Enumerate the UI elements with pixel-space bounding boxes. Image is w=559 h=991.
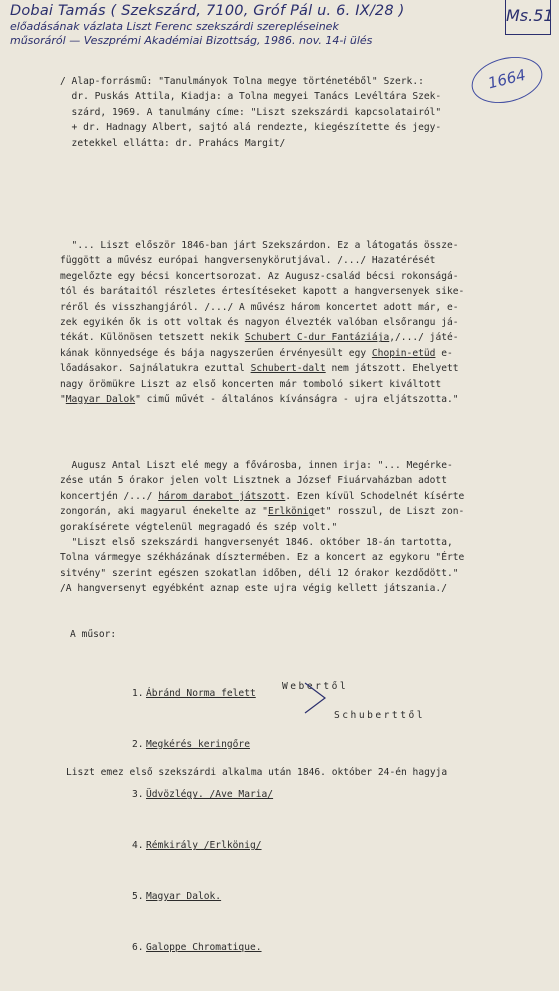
- program-item: [132, 838, 273, 858]
- underlined-work-schubert-fantasia: Schubert C-dur Fantáziája: [244, 332, 390, 344]
- text-line: nagy örömükre Liszt az első koncerten már tomboló sikert kiváltott: [60, 378, 442, 390]
- text-line: tól és barátaitól részletes értesítéseket kapott a hangversenyek sike-: [60, 286, 465, 298]
- item-title: Ábránd Norma felett: [146, 687, 256, 699]
- handwritten-line-2: előadásának vázlata Liszt Ferenc szekszárdi szerepléseinek: [10, 20, 339, 33]
- item-number: 6.: [132, 941, 144, 953]
- program-item: [132, 787, 273, 807]
- text-fragment: e-: [435, 347, 453, 359]
- archive-mark: Ms.51: [505, 0, 551, 35]
- brace-mark: [303, 681, 327, 715]
- program-item: [132, 737, 273, 757]
- text-fragment: nem játszott. Ehelyett: [325, 363, 459, 375]
- text-line: sitvény" szerint egészen szokatlan időben, déli 12 órakor kezdődött.": [60, 567, 459, 579]
- program-title: A műsor:: [70, 629, 117, 640]
- underlined-erlkonig: Erlkönig: [267, 506, 315, 518]
- source-line: szárd, 1969. A tanulmány címe: "Liszt szekszárdi kapcsolatairól": [60, 106, 442, 118]
- underlined-work-chopin-etude: Chopin-etüd: [371, 347, 436, 359]
- text-line: /A hangversenyt egyébként aznap este ujra végig kellett játszania./: [60, 583, 447, 595]
- composer-weber: Webertől: [282, 681, 349, 692]
- text-line: [60, 489, 464, 504]
- underlined-work-schubert-song: Schubert-dalt: [250, 363, 326, 375]
- item-title: Megkérés keringőre: [146, 738, 250, 750]
- text-line: "Liszt első szekszárdi hangversenyét 1846. október 18-án tartotta,: [60, 537, 453, 549]
- text-fragment: . Ezen kívül Schodelnét kísérte: [285, 490, 465, 502]
- text-line: zek egyikén ők is ott voltak és nagyon élvezték valóban elsőrangu já-: [60, 317, 459, 329]
- item-title: Rémkirály /Erlkönig/: [146, 840, 262, 852]
- text-line: [60, 330, 464, 345]
- text-line: [60, 504, 464, 519]
- text-line: zése után 5 órakor jelen volt Lisztnek a József Fiuárvaházban adott: [60, 475, 447, 487]
- composer-schubert: Schuberttől: [334, 710, 426, 721]
- text-line: [60, 392, 464, 407]
- item-title: Magyar Dalok.: [146, 891, 222, 903]
- paragraph-1: [60, 238, 464, 407]
- text-line: megelőzte egy bécsi koncertsorozat. Az Augusz-család bécsi rokonságá-: [60, 270, 459, 282]
- handwritten-line-3: műsoráról — Veszprémi Akadémiai Bizottság, 1986. nov. 14-i ülés: [10, 34, 373, 47]
- text-line: [60, 346, 464, 361]
- text-fragment: et" rosszul, de Liszt zon-: [314, 506, 465, 518]
- stamp-number: 1664: [467, 50, 548, 110]
- program-item: [132, 889, 273, 909]
- closing-line: Liszt emez első szekszárdi alkalma után 1846. október 24-én hagyja: [66, 767, 448, 778]
- source-citation: [60, 74, 441, 151]
- text-fragment: zongorán, aki magyarul énekelte az ": [60, 506, 268, 518]
- text-line: "... Liszt először 1846-ban járt Szekszárdon. Ez a látogatás össze-: [60, 240, 459, 251]
- text-fragment: lőadásakor. Sajnálatukra ezuttal: [60, 363, 251, 375]
- item-number: 1.: [132, 687, 144, 699]
- handwritten-header: [10, 2, 530, 48]
- text-fragment: " cimű művét - általános kívánságra - ujra eljátszotta.": [135, 394, 459, 406]
- underlined-work-magyar-dalok: Magyar Dalok: [65, 394, 136, 406]
- underlined-three-pieces: három darabot játszott: [158, 490, 286, 502]
- text-line: Augusz Antal Liszt elé megy a fővárosba, innen irja: "... Megérke-: [60, 460, 453, 471]
- source-line: + dr. Hadnagy Albert, sajtó alá rendezte, kiegészítette és jegy-: [60, 122, 442, 134]
- text-line: réről és visszhangjáról. /.../ A művész három koncertet adott már, e-: [60, 301, 459, 313]
- item-number: 4.: [132, 840, 144, 852]
- text-fragment: koncertjén /.../: [60, 490, 159, 502]
- paragraph-2: [60, 458, 464, 597]
- item-number: 5.: [132, 891, 144, 903]
- handwritten-line-1: Dobai Tamás ( Szekszárd, 7100, Gróf Pál u. 6. IX/28 ): [10, 3, 405, 19]
- program-list: [132, 655, 273, 991]
- program-item: [132, 940, 273, 960]
- program-item: [132, 686, 273, 706]
- text-line: gorakísérete végtelenül megragadó és szép volt.": [60, 521, 338, 533]
- item-title: Galoppe Chromatique.: [146, 941, 262, 953]
- item-number: 3.: [132, 789, 144, 801]
- text-fragment: kának könnyedsége és bája nagyszerűen érvényesült egy: [60, 347, 372, 359]
- text-line: függött a művész európai hangversenykörutjával. /.../ Hazatérését: [60, 255, 436, 267]
- source-line: dr. Puskás Attila, Kiadja: a Tolna megyei Tanács Levéltára Szek-: [60, 91, 442, 103]
- source-line: zetekkel ellátta: dr. Prahács Margit/: [60, 137, 286, 149]
- item-title: Üdvözlégy. /Ave Maria/: [146, 789, 274, 801]
- text-fragment: ,/.../ játé-: [389, 332, 459, 344]
- text-line: Tolna vármegye székházának dísztermében. Ez a koncert az egykoru "Érte: [60, 552, 465, 564]
- text-line: [60, 361, 464, 376]
- item-number: 2.: [132, 738, 144, 750]
- text-fragment: tékát. Különösen tetszett nekik: [60, 332, 245, 344]
- source-line: / Alap-forrásmű: "Tanulmányok Tolna megye történetéből" Szerk.:: [60, 76, 424, 87]
- text-fragment: ": [60, 394, 66, 406]
